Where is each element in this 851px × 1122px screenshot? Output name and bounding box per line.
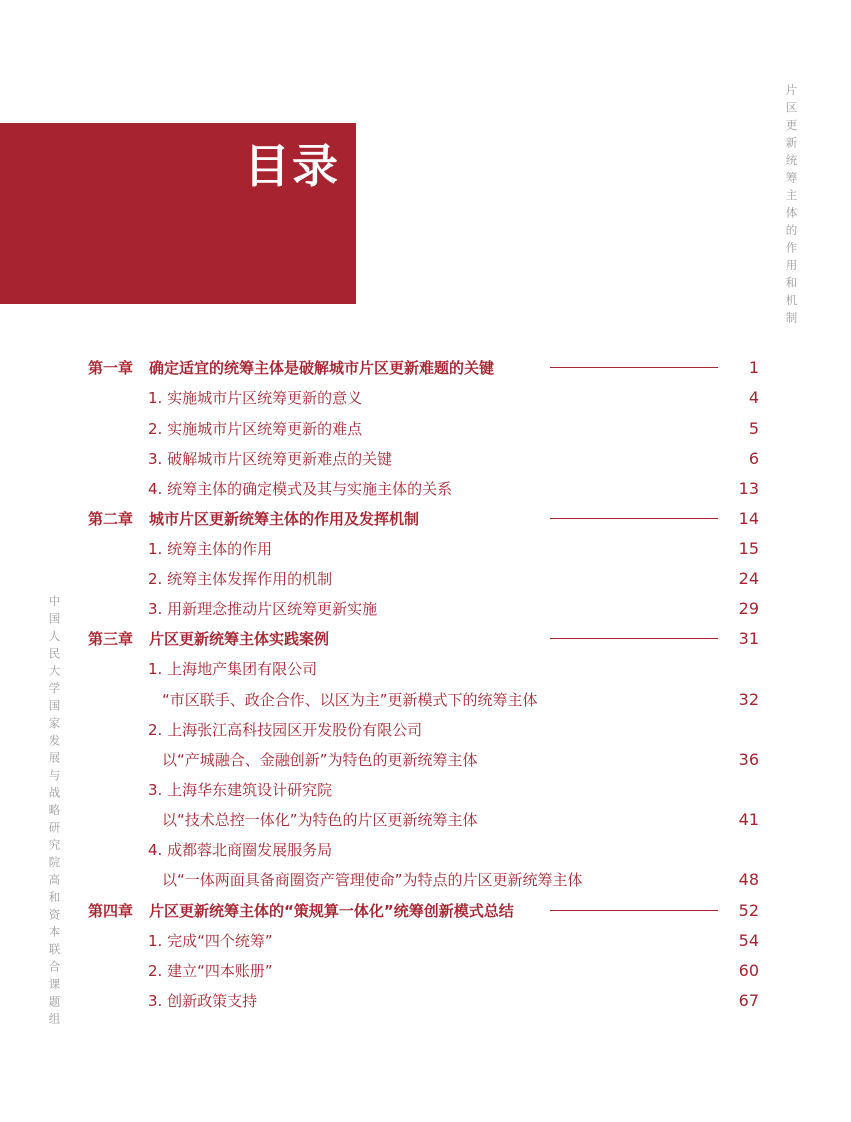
page-number: 29 (738, 599, 759, 618)
chapter-title: 城市片区更新统筹主体的作用及发挥机制 (149, 510, 420, 528)
page-number: 31 (738, 629, 759, 648)
page-number: 6 (748, 449, 759, 468)
toc-entry[interactable] (0, 778, 851, 802)
toc-entry[interactable] (0, 447, 851, 471)
entry-title: 3. 创新政策支持 (148, 992, 258, 1010)
toc-entry[interactable] (0, 748, 851, 772)
toc-entry[interactable] (0, 597, 851, 621)
page-number: 52 (738, 901, 759, 920)
chapter-title: 确定适宜的统筹主体是破解城市片区更新难题的关键 (149, 359, 495, 377)
page-number: 36 (738, 750, 759, 769)
toc-chapter-1[interactable] (0, 356, 851, 380)
page-number: 1 (748, 358, 759, 377)
page-number: 41 (738, 810, 759, 829)
entry-title: 2. 上海张江高科技园区开发股份有限公司 (148, 721, 423, 739)
toc-entry[interactable] (0, 808, 851, 832)
toc-entry[interactable] (0, 567, 851, 591)
toc-entry[interactable] (0, 989, 851, 1013)
entry-title: 以“技术总控一体化”为特色的片区更新统筹主体 (162, 811, 478, 829)
toc-chapter-3[interactable] (0, 627, 851, 651)
leader-line (550, 518, 718, 519)
chapter-number: 第四章 (88, 902, 134, 920)
page-number: 14 (738, 509, 759, 528)
page-number: 32 (738, 690, 759, 709)
toc-entry[interactable] (0, 838, 851, 862)
page-number: 54 (738, 931, 759, 950)
toc-entry[interactable] (0, 657, 851, 681)
toc-entry[interactable] (0, 868, 851, 892)
entry-title: 1. 上海地产集团有限公司 (148, 660, 318, 678)
toc-entry[interactable] (0, 386, 851, 410)
leader-line (550, 367, 718, 368)
page-number: 24 (738, 569, 759, 588)
entry-title: 3. 上海华东建筑设计研究院 (148, 781, 333, 799)
entry-title: 2. 统筹主体发挥作用的机制 (148, 570, 333, 588)
page-number: 13 (738, 479, 759, 498)
leader-line (550, 910, 718, 911)
entry-title: 3. 用新理念推动片区统筹更新实施 (148, 600, 378, 618)
chapter-number: 第三章 (88, 630, 134, 648)
page-number: 67 (738, 991, 759, 1010)
entry-title: 1. 完成“四个统筹” (148, 932, 273, 950)
title-banner (0, 123, 356, 304)
leader-line (550, 638, 718, 639)
running-header-vertical: 片区更新统筹主体的作用和机制 (784, 84, 799, 329)
toc-entry[interactable] (0, 959, 851, 983)
entry-title: 2. 实施城市片区统筹更新的难点 (148, 420, 363, 438)
toc-chapter-4[interactable] (0, 899, 851, 923)
entry-title: 1. 统筹主体的作用 (148, 540, 273, 558)
entry-title: 4. 成都蓉北商圈发展服务局 (148, 841, 333, 859)
entry-title: 2. 建立“四本账册” (148, 962, 273, 980)
entry-title: 4. 统筹主体的确定模式及其与实施主体的关系 (148, 480, 453, 498)
toc-entry[interactable] (0, 537, 851, 561)
page-number: 15 (738, 539, 759, 558)
page-number: 4 (748, 388, 759, 407)
entry-title: 以“产城融合、金融创新”为特色的更新统筹主体 (162, 751, 478, 769)
entry-title: 3. 破解城市片区统筹更新难点的关键 (148, 450, 393, 468)
toc-chapter-2[interactable] (0, 507, 851, 531)
toc-entry[interactable] (0, 718, 851, 742)
chapter-number: 第二章 (88, 510, 134, 528)
entry-title: 以“一体两面具备商圈资产管理使命”为特点的片区更新统筹主体 (162, 871, 583, 889)
chapter-number: 第一章 (88, 359, 134, 377)
chapter-title: 片区更新统筹主体实践案例 (149, 630, 330, 648)
page-title: 目录 (244, 139, 340, 193)
page-number: 5 (748, 419, 759, 438)
entry-title: “市区联手、政企合作、以区为主”更新模式下的统筹主体 (162, 691, 538, 709)
chapter-title: 片区更新统筹主体的“策规算一体化”统筹创新模式总结 (149, 902, 514, 920)
toc-entry[interactable] (0, 477, 851, 501)
page-number: 48 (738, 870, 759, 889)
page-number: 60 (738, 961, 759, 980)
toc-entry[interactable] (0, 688, 851, 712)
entry-title: 1. 实施城市片区统筹更新的意义 (148, 389, 363, 407)
toc-entry[interactable] (0, 929, 851, 953)
toc-entry[interactable] (0, 417, 851, 441)
author-vertical: 中国人民大学国家发展与战略研究院高和资本联合课题组 (47, 595, 62, 1030)
